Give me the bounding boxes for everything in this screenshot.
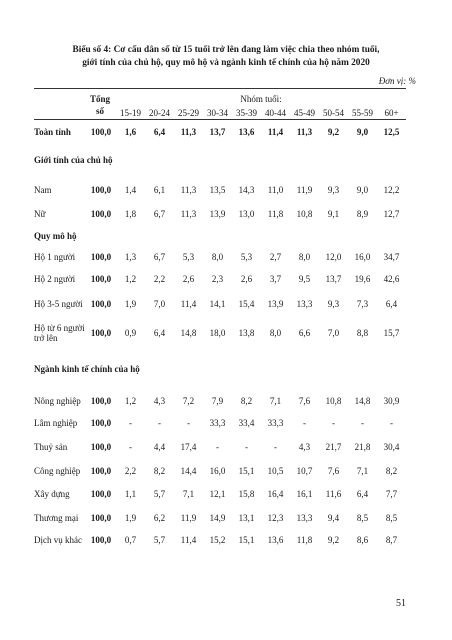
- table-row: [34, 390, 406, 412]
- value-cell: 2,7: [269, 252, 282, 262]
- value-cell: 14,3: [238, 185, 255, 195]
- value-cell: 11,4: [180, 535, 197, 545]
- value-cell: 13,3: [296, 513, 313, 523]
- total-cell: 100,0: [90, 396, 112, 406]
- value-cell: 12,7: [383, 209, 400, 219]
- table-row: [34, 268, 406, 290]
- row-label: Giới tính của chủ hộ: [34, 154, 113, 165]
- value-cell: 5,7: [153, 535, 166, 545]
- value-cell: 5,3: [182, 252, 195, 262]
- total-cell: 100,0: [90, 513, 112, 523]
- value-cell: 9,5: [298, 274, 311, 284]
- value-cell: 0,7: [124, 535, 137, 545]
- value-cell: 12,1: [209, 489, 226, 499]
- value-cell: 14,4: [180, 466, 197, 476]
- value-cell: -: [187, 418, 190, 428]
- table-row: [34, 178, 406, 202]
- value-cell: 8,0: [211, 252, 224, 262]
- age-header-cell: 35-39: [236, 108, 257, 118]
- value-cell: 33,4: [238, 418, 255, 428]
- value-cell: 6,6: [298, 328, 311, 338]
- value-cell: 4,3: [298, 442, 311, 452]
- value-cell: 13,7: [325, 274, 342, 284]
- table-title: [40, 44, 412, 70]
- total-cell: 100,0: [90, 418, 112, 428]
- row-label: Thuỷ sản: [34, 441, 68, 452]
- value-cell: 1,4: [124, 185, 137, 195]
- value-cell: 5,7: [153, 489, 166, 499]
- value-cell: 3,7: [269, 274, 282, 284]
- value-cell: 13,1: [238, 513, 255, 523]
- total-cell: 100,0: [90, 185, 112, 195]
- age-header-cell: 15-19: [120, 108, 141, 118]
- value-cell: 15,1: [238, 466, 255, 476]
- value-cell: 8,2: [153, 466, 166, 476]
- value-cell: 6,2: [153, 513, 166, 523]
- total-cell: 100,0: [90, 127, 112, 137]
- value-cell: 6,1: [153, 185, 166, 195]
- value-cell: 9,3: [327, 299, 340, 309]
- value-cell: -: [390, 418, 393, 428]
- value-cell: 1,6: [124, 127, 137, 137]
- value-cell: 11,4: [180, 299, 197, 309]
- header-bottom-rule: [34, 119, 406, 120]
- value-cell: 9,2: [327, 127, 340, 137]
- value-cell: 8,9: [356, 209, 369, 219]
- value-cell: 15,1: [238, 535, 255, 545]
- data-table: [34, 122, 406, 550]
- value-cell: -: [245, 442, 248, 452]
- value-cell: 42,6: [383, 274, 400, 284]
- value-cell: 13,6: [267, 535, 284, 545]
- value-cell: 30,4: [383, 442, 400, 452]
- table-row: [34, 290, 406, 318]
- value-cell: 0,9: [124, 328, 137, 338]
- value-cell: 7,1: [269, 396, 282, 406]
- value-cell: 8,2: [240, 396, 253, 406]
- total-cell: 100,0: [90, 489, 112, 499]
- value-cell: 7,1: [356, 466, 369, 476]
- table-row: [34, 246, 406, 268]
- value-cell: 33,3: [267, 418, 284, 428]
- value-cell: 11,8: [267, 209, 284, 219]
- table-row: [34, 412, 406, 434]
- table-row: [34, 530, 406, 550]
- value-cell: 6,7: [153, 252, 166, 262]
- age-header-cell: 40-44: [265, 108, 286, 118]
- value-cell: 8,5: [356, 513, 369, 523]
- total-cell: 100,0: [90, 274, 112, 284]
- value-cell: 9,0: [356, 185, 369, 195]
- value-cell: 14,9: [209, 513, 226, 523]
- total-cell: 100,0: [90, 252, 112, 262]
- value-cell: 6,7: [153, 209, 166, 219]
- value-cell: 7,7: [385, 489, 398, 499]
- value-cell: 17,4: [180, 442, 197, 452]
- value-cell: 15,8: [238, 489, 255, 499]
- row-label: Hộ từ 6 người trở lên: [34, 322, 85, 343]
- value-cell: 2,6: [240, 274, 253, 284]
- row-label: Nữ: [34, 208, 46, 219]
- value-cell: 15,2: [209, 535, 226, 545]
- value-cell: 13,5: [209, 185, 226, 195]
- value-cell: 1,3: [124, 252, 137, 262]
- value-cell: 1,9: [124, 513, 137, 523]
- age-header-cell: 30-34: [207, 108, 228, 118]
- section-header-row: [34, 348, 406, 390]
- row-label: Hộ 1 người: [34, 251, 76, 262]
- value-cell: 7,6: [298, 396, 311, 406]
- value-cell: 21,7: [325, 442, 342, 452]
- value-cell: 30,9: [383, 396, 400, 406]
- value-cell: 1,9: [124, 299, 137, 309]
- value-cell: 11,3: [180, 209, 197, 219]
- row-label: Hộ 3-5 người: [34, 298, 83, 309]
- row-label: Toàn tỉnh: [34, 126, 71, 137]
- header-top-rule: [34, 88, 406, 89]
- value-cell: 33,3: [209, 418, 226, 428]
- row-label: Nông nghiệp: [34, 395, 81, 406]
- value-cell: 11,3: [180, 127, 197, 137]
- value-cell: 19,6: [354, 274, 371, 284]
- value-cell: -: [216, 442, 219, 452]
- value-cell: 2,2: [124, 466, 137, 476]
- value-cell: 4,4: [153, 442, 166, 452]
- age-header-cell: 50-54: [323, 108, 344, 118]
- table-row: [34, 460, 406, 482]
- total-cell: 100,0: [90, 442, 112, 452]
- total-cell: 100,0: [90, 299, 112, 309]
- value-cell: 8,8: [356, 328, 369, 338]
- total-column-header: Tổng số: [89, 94, 110, 116]
- value-cell: 8,2: [385, 466, 398, 476]
- value-cell: 5,3: [240, 252, 253, 262]
- table-row: [34, 482, 406, 506]
- value-cell: 11,8: [296, 535, 313, 545]
- age-header-cell: 20-24: [149, 108, 170, 118]
- value-cell: 21,8: [354, 442, 371, 452]
- value-cell: 7,0: [327, 328, 340, 338]
- value-cell: 2,2: [153, 274, 166, 284]
- table-row: [34, 318, 406, 348]
- value-cell: 14,8: [180, 328, 197, 338]
- value-cell: 1,2: [124, 274, 137, 284]
- value-cell: 9,0: [356, 127, 369, 137]
- value-cell: 9,2: [327, 535, 340, 545]
- value-cell: -: [361, 418, 364, 428]
- section-header-row: [34, 142, 406, 178]
- total-cell: 100,0: [90, 535, 112, 545]
- age-group-header: Nhóm tuổi:: [240, 94, 282, 104]
- value-cell: 6,4: [153, 127, 166, 137]
- value-cell: 2,6: [182, 274, 195, 284]
- total-cell: 100,0: [90, 328, 112, 338]
- table-row: [34, 434, 406, 460]
- page-number: 51: [396, 598, 406, 609]
- value-cell: 10,8: [296, 209, 313, 219]
- value-cell: 13,6: [238, 127, 255, 137]
- age-columns-header: [116, 108, 406, 118]
- value-cell: -: [129, 418, 132, 428]
- value-cell: 16,0: [209, 466, 226, 476]
- value-cell: 7,1: [182, 489, 195, 499]
- value-cell: 8,6: [356, 535, 369, 545]
- age-header-cell: 45-49: [294, 108, 315, 118]
- value-cell: 16,4: [267, 489, 284, 499]
- value-cell: 16,1: [296, 489, 313, 499]
- value-cell: 8,5: [385, 513, 398, 523]
- value-cell: 8,7: [385, 535, 398, 545]
- total-cell: 100,0: [90, 466, 112, 476]
- value-cell: 7,2: [182, 396, 195, 406]
- age-header-cell: 60+: [384, 108, 399, 118]
- value-cell: 13,0: [238, 209, 255, 219]
- table-row: [34, 202, 406, 226]
- table-row: [34, 506, 406, 530]
- value-cell: -: [129, 442, 132, 452]
- value-cell: -: [303, 418, 306, 428]
- value-cell: 11,9: [296, 185, 313, 195]
- title-line-2: giới tính của chủ hộ, quy mô hộ và ngành kinh tế chính của hộ năm 2020: [82, 58, 370, 68]
- value-cell: 9,1: [327, 209, 340, 219]
- table-row: [34, 122, 406, 142]
- value-cell: 11,4: [267, 127, 284, 137]
- value-cell: 13,8: [238, 328, 255, 338]
- value-cell: 13,9: [267, 299, 284, 309]
- row-label: Xây dựng: [34, 488, 70, 499]
- row-label: Dịch vụ khác: [34, 534, 82, 545]
- value-cell: 16,0: [354, 252, 371, 262]
- row-label: Hộ 2 người: [34, 273, 76, 284]
- value-cell: 11,3: [180, 185, 197, 195]
- value-cell: 10,5: [267, 466, 284, 476]
- value-cell: 10,8: [325, 396, 342, 406]
- value-cell: 14,8: [354, 396, 371, 406]
- value-cell: 12,3: [267, 513, 284, 523]
- unit-label: Đơn vị: %: [378, 76, 416, 86]
- age-header-cell: 55-59: [352, 108, 373, 118]
- value-cell: 8,0: [298, 252, 311, 262]
- value-cell: 15,4: [238, 299, 255, 309]
- value-cell: 7,6: [327, 466, 340, 476]
- value-cell: -: [332, 418, 335, 428]
- row-label: Nam: [34, 184, 52, 195]
- value-cell: 11,9: [180, 513, 197, 523]
- value-cell: 11,6: [325, 489, 342, 499]
- total-cell: 100,0: [90, 209, 112, 219]
- value-cell: 13,7: [209, 127, 226, 137]
- value-cell: 34,7: [383, 252, 400, 262]
- value-cell: 7,3: [356, 299, 369, 309]
- value-cell: 13,9: [209, 209, 226, 219]
- value-cell: 1,8: [124, 209, 137, 219]
- value-cell: 6,4: [153, 328, 166, 338]
- row-label: Lâm nghiệp: [34, 417, 78, 428]
- value-cell: 7,9: [211, 396, 224, 406]
- value-cell: 15,7: [383, 328, 400, 338]
- value-cell: -: [158, 418, 161, 428]
- row-label: Quy mô hộ: [34, 230, 77, 241]
- value-cell: 6,4: [385, 299, 398, 309]
- title-line-1: Biểu số 4: Cơ cấu dân số từ 15 tuổi trở lên đang làm việc chia theo nhóm tuổi,: [72, 45, 380, 55]
- value-cell: 12,5: [383, 127, 400, 137]
- value-cell: 13,3: [296, 299, 313, 309]
- value-cell: 10,7: [296, 466, 313, 476]
- section-header-row: [34, 226, 406, 246]
- value-cell: 7,0: [153, 299, 166, 309]
- value-cell: 11,3: [296, 127, 313, 137]
- row-label: Thương mại: [34, 512, 79, 523]
- value-cell: 6,4: [356, 489, 369, 499]
- value-cell: 1,1: [124, 489, 137, 499]
- value-cell: -: [274, 442, 277, 452]
- value-cell: 18,0: [209, 328, 226, 338]
- value-cell: 12,2: [383, 185, 400, 195]
- value-cell: 9,3: [327, 185, 340, 195]
- value-cell: 12,0: [325, 252, 342, 262]
- row-label: Ngành kinh tế chính của hộ: [34, 363, 140, 374]
- value-cell: 2,3: [211, 274, 224, 284]
- value-cell: 8,0: [269, 328, 282, 338]
- value-cell: 11,0: [267, 185, 284, 195]
- value-cell: 4,3: [153, 396, 166, 406]
- row-label: Công nghiệp: [34, 465, 81, 476]
- value-cell: 14,1: [209, 299, 226, 309]
- value-cell: 9,4: [327, 513, 340, 523]
- age-header-cell: 25-29: [178, 108, 199, 118]
- value-cell: 1,2: [124, 396, 137, 406]
